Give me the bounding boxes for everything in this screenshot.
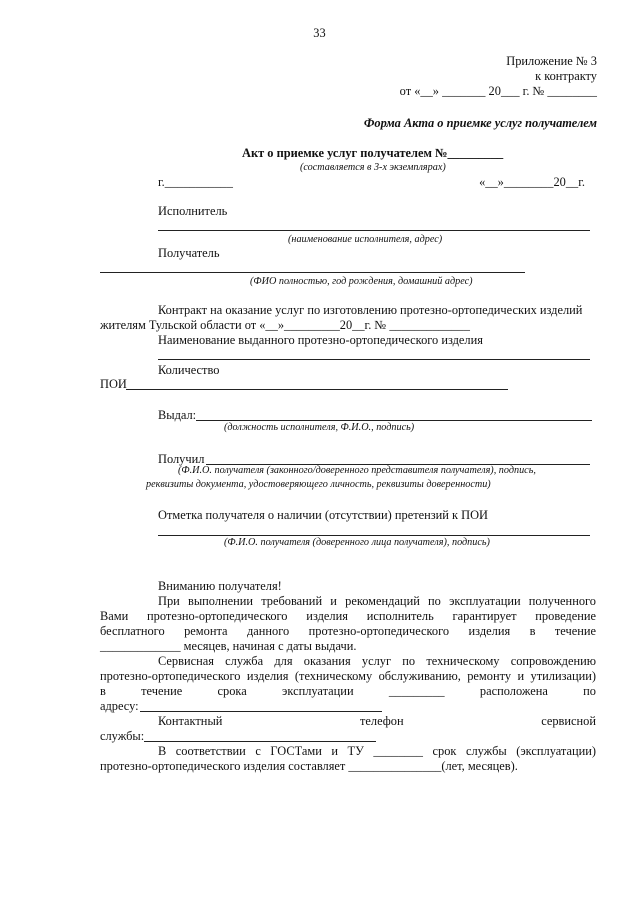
product-label: Наименование выданного протезно-ортопедического изделия xyxy=(158,333,483,347)
notice-p1-line-2: Вами протезно-ортопедического изделия исполнитель гарантирует проведение xyxy=(100,609,596,623)
issued-caption: (должность исполнителя, Ф.И.О., подпись) xyxy=(224,422,415,433)
executor-label: Исполнитель xyxy=(158,204,228,218)
notice-p2-line-5: Контактный телефон сервисной xyxy=(158,714,596,728)
contract-line-2: жителям Тульской области от «__»_________20__г. № _____________ xyxy=(100,318,470,332)
act-subtitle: (составляется в 3-х экземплярах) xyxy=(300,162,446,173)
product-line xyxy=(158,359,590,360)
notice-p3-line-2: протезно-ортопедического изделия составляет _______________(лет, месяцев). xyxy=(100,759,518,773)
quantity-label: Количество xyxy=(158,363,220,377)
service-phone-line xyxy=(144,741,376,742)
issued-line xyxy=(196,420,592,421)
recipient-line xyxy=(100,272,525,273)
notice-p2-line-1: Сервисная служба для оказания услуг по техническому сопровождению xyxy=(158,654,596,668)
executor-caption: (наименование исполнителя, адрес) xyxy=(288,234,443,245)
notice-p1-line-4: _____________ месяцев, начиная с даты выдачи. xyxy=(100,639,357,653)
recipient-label: Получатель xyxy=(158,246,220,260)
notice-p2-line-4: адресу: xyxy=(100,699,139,713)
address-line xyxy=(140,711,382,712)
notice-p1-line-1: При выполнении требований и рекомендаций по эксплуатации полученного xyxy=(158,594,596,608)
recipient-caption: (ФИО полностью, год рождения, домашний адрес) xyxy=(250,276,473,287)
notice-p2-line-2: протезно-ортопедического изделия (техническому обслуживанию, ремонту и утилизации) xyxy=(100,669,596,683)
received-label: Получил xyxy=(158,452,205,466)
claims-label: Отметка получателя о наличии (отсутствии) претензий к ПОИ xyxy=(158,508,488,522)
contract-line-1: Контракт на оказание услуг по изготовлению протезно-ортопедических изделий xyxy=(158,303,583,317)
form-title: Форма Акта о приемке услуг получателем xyxy=(363,116,597,130)
received-caption-1: (Ф.И.О. получателя (законного/доверенного представителя получателя), подпись, xyxy=(178,465,536,476)
executor-line xyxy=(158,230,590,231)
notice-p3-line-1: В соответствии с ГОСТами и ТУ ________ срок службы (эксплуатации) xyxy=(158,744,596,758)
received-caption-2: реквизиты документа, удостоверяющего личность, реквизиты доверенности) xyxy=(146,479,491,490)
notice-p2-line-6: службы: xyxy=(100,729,145,743)
issued-label: Выдал: xyxy=(158,408,197,422)
notice-heading: Вниманию получателя! xyxy=(158,579,282,593)
appendix-number: Приложение № 3 xyxy=(506,54,597,68)
act-city: г.___________ xyxy=(158,175,233,189)
poi-line xyxy=(126,389,508,390)
poi-label: ПОИ xyxy=(100,377,127,391)
notice-p2-line-3: в течение срока эксплуатации _________ расположена по xyxy=(100,684,596,698)
act-title: Акт о приемке услуг получателем №_________ xyxy=(242,146,504,160)
notice-p1-line-3: бесплатного ремонта данного протезно-ортопедического изделия в течение xyxy=(100,624,596,638)
claims-line xyxy=(158,535,590,536)
contract-date-line: от «__» _______ 20___ г. № ________ xyxy=(399,84,597,98)
page-number: 33 xyxy=(313,26,326,40)
claims-caption: (Ф.И.О. получателя (доверенного лица получателя), подпись) xyxy=(224,537,490,548)
act-date: «__»________20__г. xyxy=(479,175,585,189)
to-contract: к контракту xyxy=(535,69,597,83)
